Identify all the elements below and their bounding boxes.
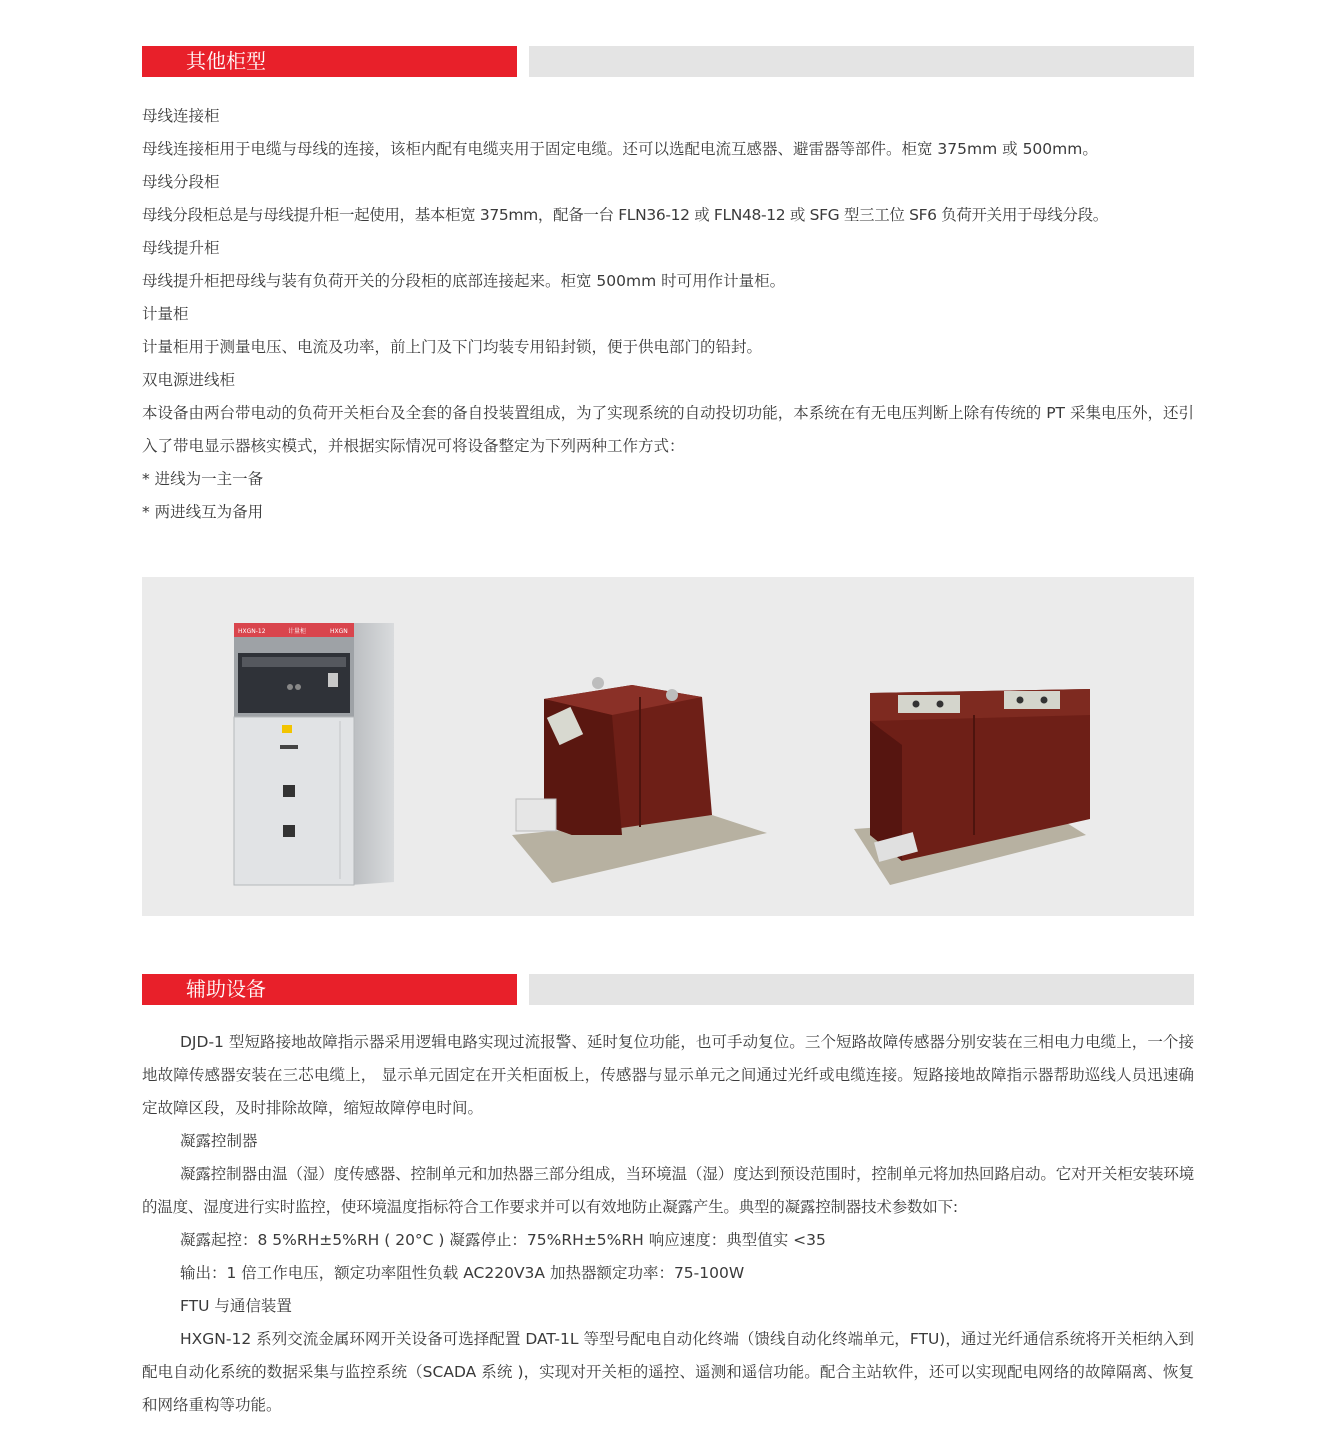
section-title: 其他柜型 — [186, 49, 266, 73]
section-title-rule — [529, 46, 1194, 77]
section-title-bar — [142, 46, 517, 77]
section-title-rule — [529, 974, 1194, 1005]
current-transformer-image — [854, 685, 1092, 885]
spec-line: 输出：1 倍工作电压，额定功率阻性负载 AC220V3A 加热器额定功率：75-100W — [180, 1264, 745, 1282]
product-photo-panel — [142, 577, 1194, 916]
cabinet-label-mid: 计量柜 — [288, 628, 307, 635]
paragraph: 母线连接柜用于电缆与母线的连接，该柜内配有电缆夹用于固定电缆。还可以选配电流互感器、避雷器等部件。柜宽 375mm 或 500mm。 — [142, 140, 1098, 158]
paragraph: 母线提升柜把母线与装有负荷开关的分段柜的底部连接起来。柜宽 500mm 时可用作计量柜。 — [142, 272, 786, 290]
switchgear-cabinet-image — [230, 617, 402, 889]
cabinet-label-right: HXGN — [330, 628, 348, 635]
subheading-bus-riser: 母线提升柜 — [142, 239, 220, 257]
section-title: 辅助设备 — [186, 977, 266, 1001]
subheading-ftu: FTU 与通信装置 — [180, 1297, 292, 1315]
auxiliary-equipment-text — [142, 1026, 1194, 1422]
spec-line: 凝露起控：8 5%RH±5%RH ( 20°C ) 凝露停止：75%RH±5%RH 响应速度：典型值实 <35 — [180, 1231, 826, 1249]
paragraph: 凝露控制器由温（湿）度传感器、控制单元和加热器三部分组成，当环境温（湿）度达到预设范围时，控制单元将加热回路启动。它对开关柜安装环境的温度、湿度进行实时监控，使环境温度指标符合工作要求并可以有效地防止凝露产生。典型的凝露控制器技术参数如下: — [142, 1165, 1194, 1216]
paragraph: 本设备由两台带电动的负荷开关柜台及全套的备自投装置组成，为了实现系统的自动投切功能，本系统在有无电压判断上除有传统的 PT 采集电压外，还引入了带电显示器核实模式，并根据实际情况可将设备整定为下列两种工作方式： — [142, 404, 1194, 455]
section-header-auxiliary-equipment — [142, 974, 1194, 1005]
subheading-bus-connection: 母线连接柜 — [142, 107, 220, 125]
cabinet-label-left: HXGN-12 — [238, 628, 266, 635]
subheading-condensation-controller: 凝露控制器 — [180, 1132, 258, 1150]
other-cabinets-text — [142, 100, 1194, 529]
section-title-bar — [142, 974, 517, 1005]
paragraph: HXGN-12 系列交流金属环网开关设备可选择配置 DAT-1L 等型号配电自动化终端（馈线自动化终端单元，FTU)，通过光纤通信系统将开关柜纳入到配电自动化系统的数据采集与监控系统（SCADA 系统 )，实现对开关柜的遥控、遥测和遥信功能。配合主站软件，还可以实现配电网络的故障隔离、恢复和网络重构等功能。 — [142, 1330, 1194, 1414]
subheading-bus-section: 母线分段柜 — [142, 173, 220, 191]
voltage-transformer-image — [512, 675, 768, 885]
list-item: * 进线为一主一备 — [142, 470, 264, 488]
paragraph: 母线分段柜总是与母线提升柜一起使用，基本柜宽 375mm，配备一台 FLN36-12 或 FLN48-12 或 SFG 型三工位 SF6 负荷开关用于母线分段。 — [142, 206, 1108, 224]
paragraph: DJD-1 型短路接地故障指示器采用逻辑电路实现过流报警、延时复位功能，也可手动复位。三个短路故障传感器分别安装在三相电力电缆上，一个接地故障传感器安装在三芯电缆上， 显示单元固定在开关柜面板上，传感器与显示单元之间通过光纤或电缆连接。短路接地故障指示器帮助巡线人员迅速确定故障区段，及时排除故障，缩短故障停电时间。 — [142, 1033, 1194, 1117]
section-header-other-cabinets — [142, 46, 1194, 77]
subheading-dual-power: 双电源进线柜 — [142, 371, 236, 389]
paragraph: 计量柜用于测量电压、电流及功率，前上门及下门均装专用铅封锁，便于供电部门的铅封。 — [142, 338, 763, 356]
list-item: * 两进线互为备用 — [142, 503, 264, 521]
subheading-metering: 计量柜 — [142, 305, 189, 323]
